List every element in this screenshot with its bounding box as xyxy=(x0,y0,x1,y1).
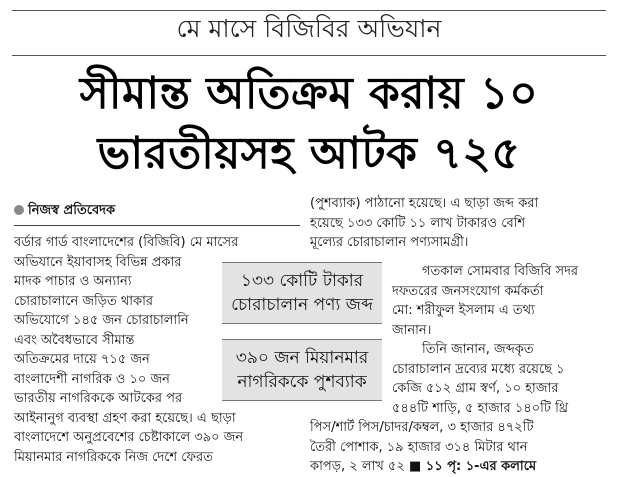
text-line: মূল্যের চোরাচালান পণ্যসামগ্রী। xyxy=(310,235,469,250)
continuation-note: ■ ১১ পৃ: ১-এর কলামে xyxy=(408,459,537,474)
text-line-end: কাপড়, ২ লাখ ৫২ xyxy=(310,459,405,474)
text-line: এবং অবৈধভাবে সীমান্ত xyxy=(14,332,135,348)
pull-quote-pushback xyxy=(222,339,382,401)
text-line: মিয়ানমার নাগরিককে নিজ দেশে ফেরত xyxy=(14,449,213,465)
text-line: মো: শরীফুল ইসলাম এ তথ্য xyxy=(392,303,535,318)
text-line: বাংলাদেশে অনুপ্রবেশের চেষ্টাকালে ৩৯০ জন xyxy=(14,430,244,445)
bullet-icon xyxy=(14,205,24,215)
text-line: আইনানুগ ব্যবস্থা গ্রহণ করা হয়েছে। এ ছাড়া xyxy=(14,410,236,426)
top-rule xyxy=(12,10,606,11)
text-line: চোরাচালানে জড়িত থাকার xyxy=(14,293,154,309)
pull-quote-seized-goods xyxy=(222,262,382,324)
byline xyxy=(14,201,115,222)
kicker-rule xyxy=(12,55,606,56)
text-line: (পুশব্যাক) পাঠানো হয়েছে। এ ছাড়া জব্দ করা xyxy=(310,196,539,211)
text-line: পিস/শার্ট পিস/চাদর/কম্বল, ৩ হাজার ৪৭২টি xyxy=(310,420,534,435)
column-2-top xyxy=(310,194,606,253)
text-line xyxy=(310,457,606,477)
pull-quote-line: নাগরিককে পুশব্যাক xyxy=(237,372,367,392)
text-line: জানান। xyxy=(392,322,432,338)
text-line: অভিযোগে ১৪৫ জন চোরাচালানি xyxy=(14,313,189,328)
kicker-heading: মে মাসে বিজিবির অভিযান xyxy=(176,14,442,43)
byline-text: নিজস্ব প্রতিবেদক xyxy=(28,203,116,218)
byline-rule xyxy=(14,225,300,226)
text-line: গতকাল সোমবার বিজিবি সদর xyxy=(422,264,579,279)
text-line: অতিক্রমের দায়ে ৭১৫ জন xyxy=(14,352,150,367)
text-line: দফতরের জনসংযোগ কর্মকর্তা xyxy=(392,283,544,299)
text-line: ভারতীয় নাগরিককে আটকের পর xyxy=(14,391,183,406)
text-line: কেজি ৫১২ গ্রাম স্বর্ণ, ১০ হাজার xyxy=(392,381,559,396)
text-line: তৈরী পোশাক, ১৯ হাজার ৩১৪ মিটার থান xyxy=(310,439,528,455)
text-line: বাংলাদেশী নাগরিক ও ১০ জন xyxy=(14,371,170,387)
pull-quote-line: ৩৯০ জন মিয়ানমার xyxy=(235,348,369,368)
text-line: অভিযানে ইয়াবাসহ বিভিন্ন প্রকার xyxy=(14,254,182,270)
text-line: তিনি জানান, জব্দকৃত xyxy=(422,342,534,357)
headline-line-1: সীমান্ত অতিক্রম করায় ১০ xyxy=(79,68,539,119)
pull-quote-line: চোরাচালান পণ্য জব্দ xyxy=(231,295,373,315)
text-line: ৫৪৪টি শাড়ি, ৫ হাজার ১৪০টি থ্রি xyxy=(392,400,569,416)
text-line: চোরাচালান দ্রব্যের মধ্যে রয়েছে ১ xyxy=(392,361,565,377)
text-line: বর্ডার গার্ড বাংলাদেশের (বিজিবি) মে মাসের xyxy=(14,235,239,250)
headline-line-2: ভারতীয়সহ আটক ৭২৫ xyxy=(97,128,521,179)
text-line: হয়েছে ১৩৩ কোটি ১১ লাখ টাকারও বেশি xyxy=(310,215,526,231)
text-line: মাদক পাচার ও অন্যান্য xyxy=(14,274,132,289)
column-2-bottom xyxy=(310,418,606,477)
pull-quote-line: ১৩৩ কোটি টাকার xyxy=(240,271,364,291)
column-2-body xyxy=(392,262,606,418)
